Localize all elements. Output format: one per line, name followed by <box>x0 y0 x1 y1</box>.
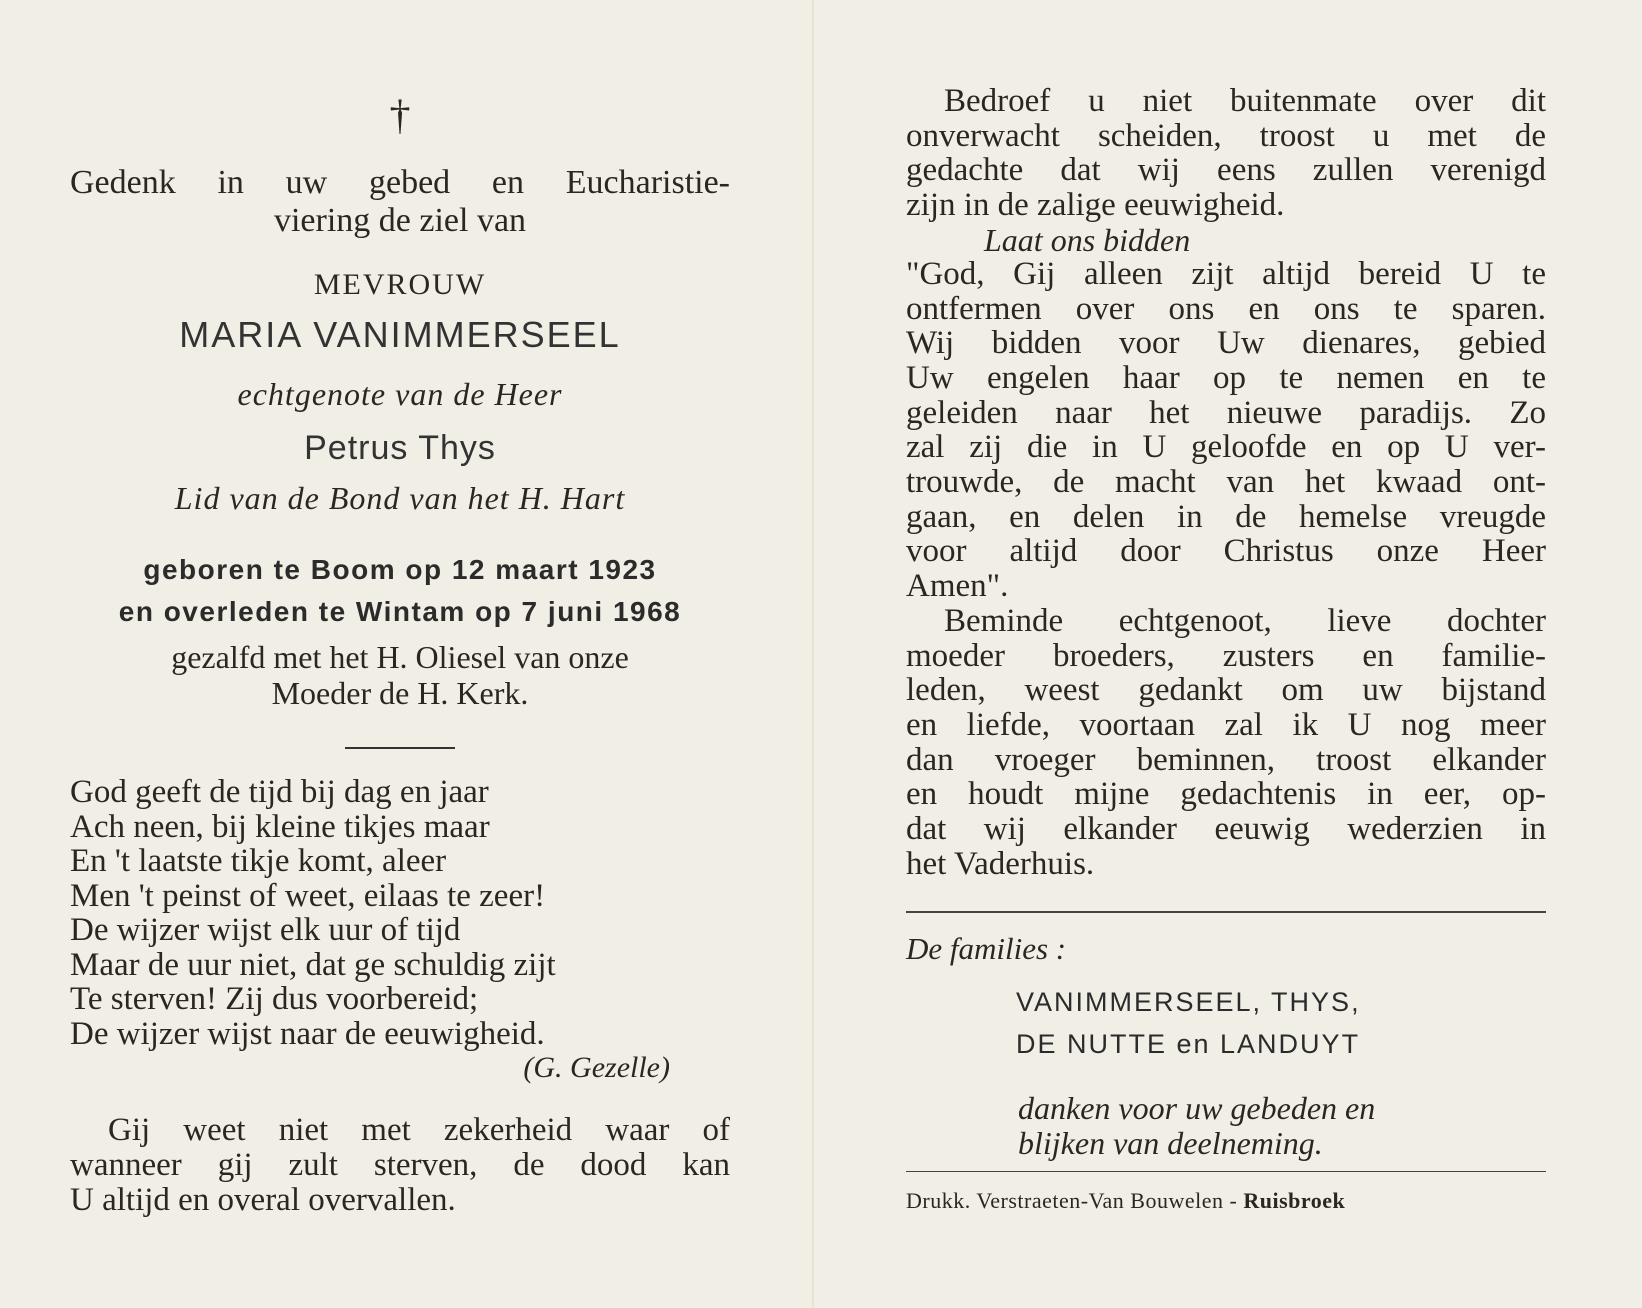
birth-death-dates <box>70 549 730 633</box>
farewell-line: en liefde, voortaan zal ik U nog meer <box>906 706 1546 743</box>
thanks-line-1: danken voor uw gebeden en <box>1018 1089 1376 1126</box>
para-line: onverwacht scheiden, troost u met de <box>906 117 1546 154</box>
prayer-line: Amen". <box>906 568 1009 605</box>
anointed-line-1: gezalfd met het H. Oliesel van onze <box>171 639 629 675</box>
poem-line: En 't laatste tikje komt, aleer <box>70 843 447 879</box>
poem <box>70 775 730 1051</box>
intro-line-1: Gedenk in uw gebed en Eucharistie- <box>70 164 730 201</box>
poem-line: God geeft de tijd bij dag en jaar <box>70 774 489 810</box>
birth-line: geboren te Boom op 12 maart 1923 <box>143 554 657 585</box>
anointed-line-2: Moeder de H. Kerk. <box>271 675 529 711</box>
spouse-label: echtgenote van de Heer <box>237 376 563 412</box>
prayer-line: "God, Gij alleen zijt altijd bereid U te <box>906 255 1546 292</box>
prayer-line: zal zij die in U geloofde en op U ver- <box>906 429 1546 466</box>
intro-text <box>70 164 730 240</box>
para-line: gedachte dat wij eens zullen verenigd <box>906 152 1546 189</box>
prayer-line: ontfermen over ons en ons te sparen. <box>906 290 1546 327</box>
printer-credit <box>906 1188 1546 1214</box>
families-label: De families : <box>906 930 1067 966</box>
farewell-line: het Vaderhuis. <box>906 845 1095 882</box>
membership: Lid van de Bond van het H. Hart <box>174 480 626 516</box>
para-line: zijn in de zalige eeuwigheid. <box>906 187 1285 224</box>
prayer-line: gaan, en delen in de hemelse vreugde <box>906 498 1546 535</box>
farewell-line: Beminde echtgenoot, lieve dochter <box>944 602 1546 639</box>
left-page <box>70 93 730 1218</box>
family-names-line-1: VANIMMERSEEL, THYS, <box>1016 986 1361 1017</box>
poem-line: Ach neen, bij kleine tikjes maar <box>70 808 490 845</box>
poem-line: De wijzer wijst elk uur of tijd <box>70 912 461 948</box>
family-names-line-2: DE NUTTE en LANDUYT <box>1016 1028 1361 1059</box>
para-line: Bedroef u niet buitenmate over dit <box>944 83 1546 119</box>
title-mevrouw: MEVROUW <box>313 268 487 301</box>
poem-author: (G. Gezelle) <box>523 1051 670 1084</box>
divider-bottom <box>906 1171 1546 1173</box>
thanks-text <box>1018 1091 1546 1161</box>
intro-line-2: viering de ziel van <box>273 202 527 239</box>
cross-symbol: † <box>389 93 411 139</box>
divider-top <box>906 911 1546 913</box>
spouse-name: Petrus Thys <box>304 429 496 467</box>
prayer-line: voor altijd door Christus onze Heer <box>906 533 1546 570</box>
death-line: en overleden te Wintam op 7 juni 1968 <box>118 596 682 627</box>
deceased-name: MARIA VANIMMERSEEL <box>179 314 621 355</box>
closing-line <box>70 1113 730 1148</box>
prayer <box>906 257 1546 604</box>
closing-line-text: Gij weet niet met zekerheid waar of <box>108 1112 730 1148</box>
farewell-line: dat wij elkander eeuwig wederzien in <box>906 811 1546 848</box>
farewell-line: moeder broeders, zusters en familie- <box>906 637 1546 674</box>
poem-line: Men 't peinst of weet, eilaas te zeer! <box>70 877 546 914</box>
poem-line: De wijzer wijst naar de eeuwigheid. <box>70 1015 545 1052</box>
prayer-title: Laat ons bidden <box>984 221 1191 258</box>
divider <box>345 747 455 749</box>
farewell-line: leden, weest gedankt om uw bijstand <box>906 672 1546 709</box>
card-fold <box>812 0 814 1308</box>
poem-line: Te sterven! Zij dus voorbereid; <box>70 981 479 1017</box>
anointed-text <box>70 639 730 711</box>
right-page <box>906 84 1546 1214</box>
closing-line: wanneer gij zult sterven, de dood kan <box>70 1147 730 1183</box>
closing-line: U altijd en overal overvallen. <box>70 1182 456 1218</box>
prayer-line: geleiden naar het nieuwe paradijs. Zo <box>906 394 1546 431</box>
family-names <box>1016 981 1546 1065</box>
printer-city: Ruisbroek <box>1243 1188 1346 1214</box>
printer-name: Drukk. Verstraeten-Van Bouwelen - <box>906 1188 1238 1214</box>
prayer-line: Wij bidden voor Uw dienares, gebied <box>906 325 1546 362</box>
farewell-line: en houdt mijne gedachtenis in eer, op- <box>906 776 1546 813</box>
thanks-line-2: blijken van deelneming. <box>1018 1124 1323 1161</box>
prayer-line: trouwde, de macht van het kwaad ont- <box>906 464 1546 501</box>
farewell-paragraph <box>906 604 1546 882</box>
prayer-line: Uw engelen haar op te nemen en te <box>906 359 1546 396</box>
consolation-paragraph <box>906 84 1546 223</box>
poem-line: Maar de uur niet, dat ge schuldig zijt <box>70 946 556 983</box>
closing-text <box>70 1113 730 1218</box>
farewell-line: dan vroeger beminnen, troost elkander <box>906 741 1546 778</box>
